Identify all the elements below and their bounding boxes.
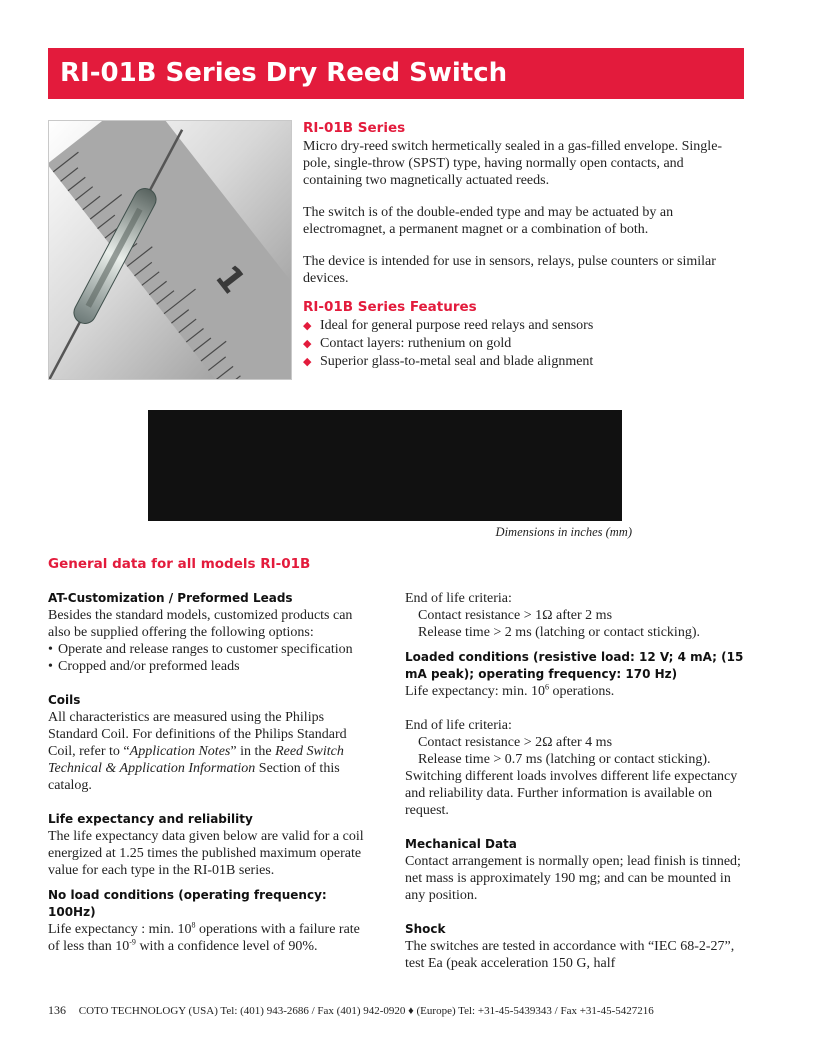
at-customization-text: Besides the standard models, customized products can also be supplied offering the following options: xyxy=(48,608,353,640)
list-item: ◆ Contact layers: ruthenium on gold xyxy=(303,336,512,351)
diagram-caption: Dimensions in inches (mm) xyxy=(495,525,632,539)
list-item: • Operate and release ranges to customer specification xyxy=(48,642,353,657)
loaded-conditions-heading: Loaded conditions (resistive load: 12 V; 4 mA; (15 mA peak); operating frequency: 170 Hz) xyxy=(405,650,744,681)
no-load-heading: No load conditions (operating frequency: 100Hz) xyxy=(48,888,327,919)
intro-heading: RI-01B Series xyxy=(303,120,406,136)
right-column xyxy=(405,590,745,972)
list-item: ◆ Superior glass-to-metal seal and blade alignment xyxy=(303,354,594,369)
at-customization-heading: AT-Customization / Preformed Leads xyxy=(48,591,293,605)
general-data-heading: General data for all models RI-01B xyxy=(48,556,311,572)
diamond-bullet-icon: ◆ xyxy=(303,320,312,332)
intro-paragraph: The switch is of the double-ended type and may be actuated by an electromagnet, a permanent magnet or a combination of both. xyxy=(303,205,674,237)
life-expectancy-heading: Life expectancy and reliability xyxy=(48,812,253,826)
intro-section xyxy=(303,120,743,302)
end-of-life-label: End of life criteria: xyxy=(405,591,512,606)
bullet-icon: • xyxy=(48,659,53,674)
coils-heading: Coils xyxy=(48,693,81,707)
reed-switch-photo-image xyxy=(49,121,292,380)
options-list xyxy=(48,641,368,675)
end-of-life-criterion: Contact resistance > 2Ω after 4 ms xyxy=(418,735,613,750)
left-column xyxy=(48,590,368,955)
diamond-bullet-icon: ◆ xyxy=(303,356,312,368)
product-photo xyxy=(48,120,292,380)
list-item: ◆ Ideal for general purpose reed relays and sensors xyxy=(303,318,594,333)
diamond-bullet-icon: ◆ xyxy=(303,338,312,350)
switching-text: Switching different loads involves different life expectancy and reliability data. Further information is available on request. xyxy=(405,769,738,818)
shock-text: The switches are tested in accordance with “IEC 68-2-27”, test Ea (peak acceleration 150 G, half xyxy=(405,939,735,971)
end-of-life-criterion: Release time > 2 ms (latching or contact sticking). xyxy=(418,625,700,640)
coils-text: All characteristics are measured using the Philips Standard Coil. For definitions of the Philips Standard Coil, refer to “Application Notes” in the Reed Switch Technical & Application Information Section of this catalog. xyxy=(48,710,347,793)
loaded-life-text: Life expectancy: min. $10^6$ operations. xyxy=(405,682,615,699)
dimension-diagram xyxy=(148,410,622,521)
footer-contact: COTO TECHNOLOGY (USA) Tel: (401) 943-2686 / Fax (401) 942-0920 ♦ (Europe) Tel: +31-45-5439343 / Fax +31-45-5427216 xyxy=(78,1005,654,1017)
intro-paragraph: Micro dry-reed switch hermetically sealed in a gas-filled envelope. Single-pole, single-throw (SPST) type, having normally open contacts, and containing two magnetically actuated reeds. xyxy=(303,139,723,188)
ruler-number: 1 xyxy=(207,258,254,302)
end-of-life-criterion: Contact resistance > 1Ω after 2 ms xyxy=(418,608,613,623)
mechanical-data-heading: Mechanical Data xyxy=(405,837,517,851)
page-number: 136 xyxy=(48,1003,66,1017)
end-of-life-criterion: Release time > 0.7 ms (latching or contact sticking). xyxy=(418,752,711,767)
page-footer xyxy=(48,1003,768,1018)
end-of-life-label: End of life criteria: xyxy=(405,718,512,733)
features-heading: RI-01B Series Features xyxy=(303,299,477,315)
bullet-icon: • xyxy=(48,642,53,657)
page-title: RI-01B Series Dry Reed Switch xyxy=(48,48,744,99)
intro-paragraph: The device is intended for use in sensors, relays, pulse counters or similar devices. xyxy=(303,254,716,286)
list-item: • Cropped and/or preformed leads xyxy=(48,659,240,674)
no-load-text: Life expectancy : min. $10^8$ operations with a failure rate of less than $10^{-9}$ with a confidence level of 90%. xyxy=(48,920,360,954)
shock-heading: Shock xyxy=(405,922,446,936)
life-expectancy-text: The life expectancy data given below are valid for a coil energized at 1.25 times the published maximum operate value for each type in the RI-01B series. xyxy=(48,829,364,878)
mechanical-data-text: Contact arrangement is normally open; lead finish is tinned; net mass is approximately 190 mg; and can be mounted in any position. xyxy=(405,854,741,903)
features-list xyxy=(303,317,743,371)
